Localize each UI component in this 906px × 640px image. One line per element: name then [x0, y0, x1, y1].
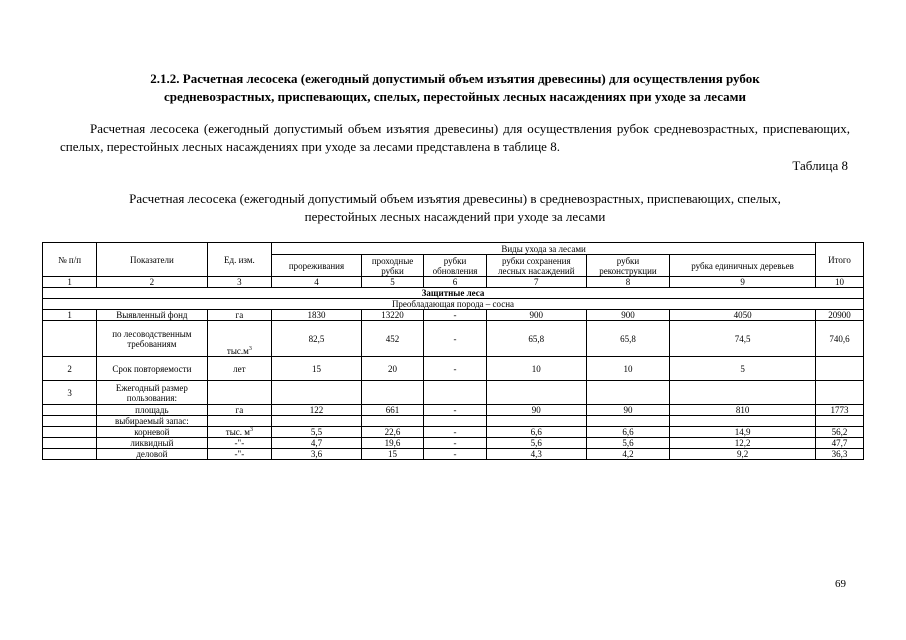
header-indicator: Показатели [97, 243, 207, 277]
heading-line-1: 2.1.2. Расчетная лесосека (ежегодный допустимый объем изъятия древесины) для осуществления рубок [150, 71, 760, 86]
cell: 661 [361, 405, 424, 416]
cell: 5 [670, 357, 816, 381]
row-num: 2 [43, 357, 97, 381]
row-num [43, 416, 97, 427]
section-row [43, 288, 864, 299]
cell [424, 416, 487, 427]
table-row [43, 427, 864, 438]
row-num [43, 449, 97, 460]
cutting-area-table [42, 242, 864, 460]
cell: 900 [586, 310, 669, 321]
cell: - [424, 438, 487, 449]
cell: 900 [486, 310, 586, 321]
cell: - [424, 310, 487, 321]
cell: 65,8 [586, 321, 669, 357]
cell: 740,6 [816, 321, 864, 357]
cell: 810 [670, 405, 816, 416]
column-number-row [43, 277, 864, 288]
cell: 5,6 [486, 438, 586, 449]
cell [361, 381, 424, 405]
unit-text: тыс. м [225, 427, 250, 437]
row-name: корневой [97, 427, 207, 438]
cell: 90 [486, 405, 586, 416]
header-type-6: рубка единичных деревьев [670, 255, 816, 277]
cell: 22,6 [361, 427, 424, 438]
cell: 56,2 [816, 427, 864, 438]
cell: - [424, 357, 487, 381]
table-row [43, 321, 864, 357]
subsection-title: Преобладающая порода – сосна [43, 299, 864, 310]
table-row [43, 405, 864, 416]
row-num: 3 [43, 381, 97, 405]
colnum: 3 [207, 277, 272, 288]
colnum: 4 [272, 277, 362, 288]
unit-sup: 3 [248, 346, 252, 352]
cell: 14,9 [670, 427, 816, 438]
colnum: 5 [361, 277, 424, 288]
table-row [43, 357, 864, 381]
cell: 6,6 [586, 427, 669, 438]
cell: 82,5 [272, 321, 362, 357]
header-unit: Ед. изм. [207, 243, 272, 277]
header-num: № п/п [43, 243, 97, 277]
cell: - [424, 449, 487, 460]
cell: 3,6 [272, 449, 362, 460]
cell [816, 381, 864, 405]
header-total: Итого [816, 243, 864, 277]
cell: 10 [486, 357, 586, 381]
colnum: 2 [97, 277, 207, 288]
row-name: по лесоводственным требованиям [97, 321, 207, 357]
cell: 65,8 [486, 321, 586, 357]
cell [670, 416, 816, 427]
cell: 15 [272, 357, 362, 381]
cell [361, 416, 424, 427]
page-number: 69 [835, 578, 846, 590]
cell: 20 [361, 357, 424, 381]
cell [816, 416, 864, 427]
cell: 4050 [670, 310, 816, 321]
cell [586, 381, 669, 405]
cell: 1830 [272, 310, 362, 321]
cell: 47,7 [816, 438, 864, 449]
cell [272, 381, 362, 405]
cell: 36,3 [816, 449, 864, 460]
unit-sup: 3 [249, 427, 253, 433]
cell: 19,6 [361, 438, 424, 449]
cell: 20900 [816, 310, 864, 321]
cell [586, 416, 669, 427]
cell: 10 [586, 357, 669, 381]
cell [207, 416, 272, 427]
cell: 4,3 [486, 449, 586, 460]
cell: - [424, 427, 487, 438]
unit-text: тыс.м [226, 346, 249, 356]
cell: 13220 [361, 310, 424, 321]
cell: 15 [361, 449, 424, 460]
colnum: 7 [486, 277, 586, 288]
row-unit: -"- [207, 438, 272, 449]
row-num [43, 321, 97, 357]
cell: - [424, 321, 487, 357]
table-row [43, 438, 864, 449]
colnum: 9 [670, 277, 816, 288]
cell: 452 [361, 321, 424, 357]
cell: 4,2 [586, 449, 669, 460]
cell [207, 381, 272, 405]
row-num [43, 427, 97, 438]
header-row-1 [43, 243, 864, 255]
colnum: 10 [816, 277, 864, 288]
cell: 1773 [816, 405, 864, 416]
row-name: площадь [97, 405, 207, 416]
colnum: 8 [586, 277, 669, 288]
row-unit: га [207, 310, 272, 321]
table-row [43, 416, 864, 427]
header-type-2: проходные рубки [361, 255, 424, 277]
table-caption [60, 190, 850, 226]
cell: 122 [272, 405, 362, 416]
table-row [43, 381, 864, 405]
row-unit [207, 321, 272, 357]
row-name: Срок повторяемости [97, 357, 207, 381]
cell: 4,7 [272, 438, 362, 449]
colnum: 1 [43, 277, 97, 288]
table-number: Таблица 8 [792, 158, 848, 173]
header-type-1: прореживания [272, 255, 362, 277]
row-num: 1 [43, 310, 97, 321]
cell [486, 416, 586, 427]
table-row [43, 449, 864, 460]
cell: - [424, 405, 487, 416]
intro-paragraph: Расчетная лесосека (ежегодный допустимый объем изъятия древесины) для осуществления рубок средневозрастных, приспевающих, спелых, перестойных лесных насаждениях при уходе за лесами представлена в таблице 8. [60, 121, 850, 154]
cell [272, 416, 362, 427]
subsection-row [43, 299, 864, 310]
row-unit [207, 427, 272, 438]
table-row [43, 310, 864, 321]
row-num [43, 405, 97, 416]
cell: 12,2 [670, 438, 816, 449]
cell [486, 381, 586, 405]
row-name: Выявленный фонд [97, 310, 207, 321]
row-name: ликвидный [97, 438, 207, 449]
caption-line-2: перестойных лесных насаждений при уходе за лесами [304, 209, 606, 224]
row-name: деловой [97, 449, 207, 460]
row-unit: -"- [207, 449, 272, 460]
section-title: Защитные леса [43, 288, 864, 299]
cell: 5,5 [272, 427, 362, 438]
cell [670, 381, 816, 405]
cell: 74,5 [670, 321, 816, 357]
cell [816, 357, 864, 381]
row-unit: лет [207, 357, 272, 381]
cell [424, 381, 487, 405]
header-type-5: рубки реконструкции [586, 255, 669, 277]
header-care-types: Виды ухода за лесами [272, 243, 816, 255]
cell: 9,2 [670, 449, 816, 460]
cell: 6,6 [486, 427, 586, 438]
colnum: 6 [424, 277, 487, 288]
caption-line-1: Расчетная лесосека (ежегодный допустимый объем изъятия древесины) в средневозрастных, приспевающих, спелых, [129, 191, 781, 206]
row-name: Ежегодный размер пользования: [97, 381, 207, 405]
header-type-4: рубки сохранения лесных насаждений [486, 255, 586, 277]
row-num [43, 438, 97, 449]
cell: 90 [586, 405, 669, 416]
row-name: выбираемый запас: [97, 416, 207, 427]
heading-line-2: средневозрастных, приспевающих, спелых, перестойных лесных насаждениях при уходе за лесами [163, 89, 747, 104]
row-unit: га [207, 405, 272, 416]
header-type-3: рубки обновления [424, 255, 487, 277]
cell: 5,6 [586, 438, 669, 449]
section-heading [60, 70, 850, 106]
